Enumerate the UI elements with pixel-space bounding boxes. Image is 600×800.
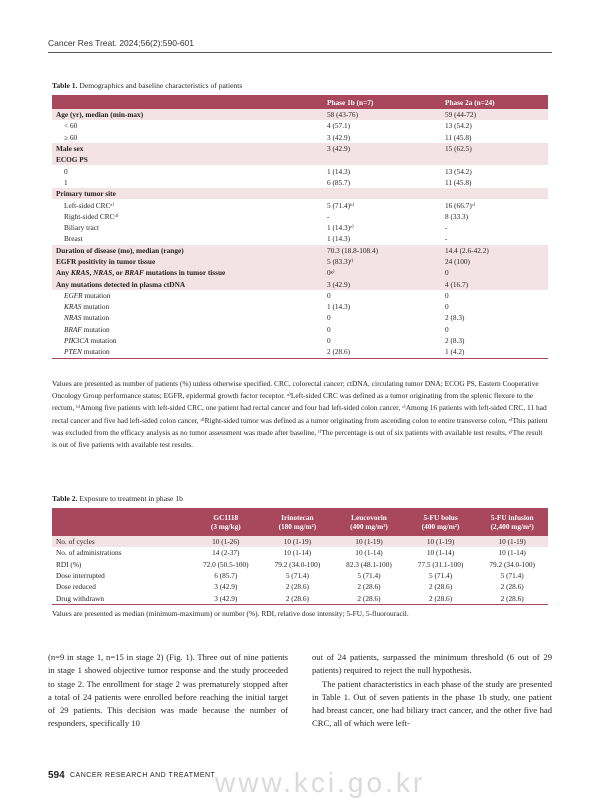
journal-name: CANCER RESEARCH AND TREATMENT	[70, 772, 216, 779]
cell: 5 (83.3)ᶠ⁾	[327, 257, 354, 266]
row-label: Breast	[64, 234, 83, 244]
row-label: Biliary tract	[64, 223, 100, 233]
label-part: mutation	[81, 347, 110, 357]
cell: 10 (1-19)	[355, 537, 383, 547]
table-row	[52, 120, 548, 131]
label-part: mutations in tumor tissue	[143, 268, 226, 278]
cell: 82.3 (48.1-100)	[346, 559, 392, 569]
row-label: 1	[64, 177, 68, 187]
cell: 6 (85.7)	[214, 571, 238, 581]
row-label: Dose reduced	[56, 582, 96, 592]
cell: 2 (28.6)	[357, 593, 381, 603]
cell: 1 (14.3)	[327, 166, 351, 176]
table-row	[52, 536, 548, 547]
body-column-left: (n=9 in stage 1, n=15 in stage 2) (Fig. 1). Three out of nine patients in stage 1 showed objective tumor response and the study proceeded to stage 2. The enrollment for stage 2 was prematurely stopped after a total of 24 patients were enrolled before reaching the initial target of 29 patients. This decision was made because the number of responders, specifically 10	[48, 652, 288, 729]
header-line: Irinotecan	[281, 513, 314, 522]
table-row	[52, 233, 548, 244]
header-line: 5-FU infusion	[490, 513, 534, 522]
cell: 10 (1-14)	[355, 548, 383, 558]
table1-caption	[52, 81, 242, 90]
table1	[52, 95, 548, 359]
cell: 10 (1-19)	[283, 537, 312, 547]
table-row	[52, 581, 548, 592]
cell: 10 (1-14)	[426, 548, 455, 558]
row-label	[52, 346, 323, 358]
table-row	[52, 188, 548, 199]
row-label: Male sex	[56, 144, 84, 154]
header-line: (180 mg/m²)	[278, 522, 317, 531]
table2	[52, 508, 548, 605]
row-label: Duration of disease (mo), median (range)	[56, 245, 184, 255]
running-header: Cancer Res Treat. 2024;56(2):590-601	[48, 38, 195, 48]
cell: 0	[327, 290, 331, 300]
cell: -	[327, 211, 330, 221]
cell: 16 (66.7)ᶜ⁾	[445, 200, 476, 210]
table-row	[52, 222, 548, 233]
table2-col-header	[190, 508, 262, 536]
cell: 14 (2-37)	[212, 548, 240, 558]
body-paragraph: out of 24 patients, surpassed the minimum threshold (6 out of 29 patients) required to reject the null hypothesis.	[312, 652, 552, 676]
cell: 2 (28.6)	[429, 593, 453, 603]
cell: 3 (42.9)	[327, 132, 351, 142]
table1-footnote: Values are presented as number of patients (%) unless otherwise specified. CRC, colorectal cancer; ctDNA, circulating tumor DNA; ECOG PS, Eastern Cooperative Oncology Group performance status; EGFR, epidermal growth factor receptor. ᵃ⁾Left-sided CRC was defined as a tumor originating from the splenic flexure to the rectum, ᵇ⁾Among five patients with left-sided CRC, one patient had rectal cancer and four had left-sided colon cancer, ᶜ⁾Among 16 patients with left-sided CRC, 11 had rectal cancer and five had left-sided colon cancer, ᵈ⁾Right-sided tumor was defined as a tumor originating from ascending colon to entire transverse colon, ᵉ⁾This patient was excluded from the efficacy analysis as no tumor assessment was made after baseline, ᶠ⁾The percentage is out of six patients with available test results, ᵍ⁾The result is out of five patients with available test results.	[52, 379, 548, 450]
header-line: (400 mg/m²)	[421, 522, 460, 531]
cell	[441, 154, 548, 165]
cell: 4 (16.7)	[445, 279, 469, 289]
cell: -	[445, 223, 448, 233]
cell: 10 (1-19)	[498, 537, 526, 547]
cell: 5 (71.4)	[285, 571, 309, 581]
header-rule	[48, 52, 552, 53]
cell: 2 (28.6)	[285, 582, 309, 592]
cell: 2 (8.3)	[445, 313, 465, 323]
cell: 13 (54.2)	[445, 121, 472, 131]
table-row	[52, 278, 548, 289]
cell: 3 (42.9)	[327, 144, 351, 154]
row-label	[52, 301, 323, 312]
label-part: mutation	[81, 324, 110, 334]
cell: 70.3 (18.8-108.4)	[327, 245, 379, 255]
table2-col-header	[476, 508, 548, 536]
table-row	[52, 154, 548, 165]
label-part: ,	[89, 268, 94, 278]
cell: 5 (71.4)	[500, 571, 524, 581]
cell: 58 (43-76)	[327, 110, 359, 120]
row-label: Dose interrupted	[56, 571, 105, 581]
cell	[441, 188, 548, 199]
table-row	[52, 177, 548, 188]
table-row	[52, 559, 548, 570]
cell: 2 (8.3)	[445, 336, 465, 346]
cell: 10 (1-19)	[426, 537, 455, 547]
table-row	[52, 301, 548, 312]
table1-caption-label: Table 1.	[52, 81, 78, 90]
table-row	[52, 199, 548, 210]
gene-name: KRAS	[70, 268, 90, 278]
header-line: GC1118	[213, 513, 239, 522]
row-label: Left-sided CRCᵃ⁾	[64, 200, 115, 210]
label-part: Any	[56, 268, 71, 278]
gene-name: KRAS	[64, 302, 82, 312]
table2-caption-text: Exposure to treatment in phase 1b	[77, 494, 183, 503]
cell: 3 (42.9)	[327, 279, 351, 289]
table2-col-header	[52, 508, 190, 536]
table-row	[52, 165, 548, 176]
row-label: 0	[64, 166, 68, 176]
cell: 3 (42.9)	[214, 593, 238, 603]
table-row	[52, 312, 548, 323]
table2-body	[52, 536, 548, 604]
row-label: Right-sided CRCᵈ⁾	[64, 211, 119, 221]
cell: 79.2 (34.0-100)	[274, 559, 321, 569]
gene-name: BRAF	[124, 268, 144, 278]
table2-header-row	[52, 508, 548, 536]
cell: 5 (71.4)	[357, 571, 381, 581]
cell: 24 (100)	[445, 257, 470, 266]
body-paragraph: The patient characteristics in each phase of the study are presented in Table 1. Out of seven patients in the phase 1b study, one patient had breast cancer, one had biliary tract cancer, and the other five had CRC, all of which were left-	[312, 678, 552, 729]
cell: 2 (28.6)	[429, 582, 453, 592]
row-label: Any mutations detected in plasma ctDNA	[56, 279, 186, 289]
cell	[323, 154, 441, 165]
cell: 77.5 (31.1-100)	[417, 559, 464, 569]
row-label: < 60	[64, 121, 78, 131]
table1-header-row	[52, 95, 548, 109]
label-part: , or	[112, 268, 125, 278]
gene-name: BRAF	[64, 324, 82, 334]
table2-caption	[52, 494, 183, 503]
cell: 79.2 (34.0-100)	[489, 559, 535, 569]
label-part: mutation	[88, 336, 117, 346]
header-line: (2,400 mg/m²)	[490, 522, 534, 531]
row-label: EGFR positivity in tumor tissue	[56, 257, 156, 266]
cell: 3 (42.9)	[214, 582, 238, 592]
table-row	[52, 547, 548, 558]
table1-col-header: Phase 1b (n=7)	[327, 97, 374, 107]
cell: 2 (28.6)	[500, 593, 524, 603]
cell: 4 (57.1)	[327, 121, 351, 131]
cell: 11 (45.8)	[445, 177, 472, 187]
header-line: (400 mg/m²)	[350, 522, 388, 531]
cell: 2 (28.6)	[327, 347, 351, 357]
label-part: mutation	[81, 313, 110, 323]
table-row	[52, 109, 548, 120]
cell: 10 (1-14)	[498, 548, 526, 558]
table2-footnote: Values are presented as median (minimum-maximum) or number (%). RDI, relative dose intensity; 5-FU, 5-fluorouracil.	[52, 609, 409, 618]
cell: 59 (44-72)	[445, 110, 477, 120]
cell: 2 (28.6)	[500, 582, 524, 592]
table1-caption-text: Demographics and baseline characteristics of patients	[77, 81, 243, 90]
row-label	[52, 324, 323, 335]
table-row	[52, 143, 548, 154]
cell: 0	[327, 313, 331, 323]
cell: 0	[327, 324, 331, 334]
row-label: No. of administrations	[56, 548, 122, 558]
table-row	[52, 132, 548, 143]
cell: 5 (71.4)	[429, 571, 453, 581]
cell: 0ᵍ⁾	[327, 268, 335, 278]
table2-col-header	[262, 508, 334, 536]
row-label	[52, 335, 323, 346]
row-label: Age (yr), median (min-max)	[56, 110, 144, 120]
gene-name: PTEN	[64, 347, 82, 357]
cell: 10 (1-14)	[283, 548, 312, 558]
cell: 0	[445, 324, 449, 334]
table1-col-header: Phase 2a (n=24)	[445, 97, 495, 107]
table2-col-header	[333, 508, 405, 536]
cell: 1 (14.3)	[327, 302, 351, 312]
header-line: 5-FU bolus	[423, 513, 458, 522]
table-row	[52, 290, 548, 301]
label-part: mutation	[82, 290, 111, 300]
cell: 1 (4.2)	[445, 347, 465, 357]
table2-caption-label: Table 2.	[52, 494, 78, 503]
row-label: RDI (%)	[56, 559, 82, 569]
gene-name: NRAS	[64, 313, 82, 323]
row-label	[52, 312, 323, 323]
gene-name: PIK3CA	[64, 336, 89, 346]
cell: -	[445, 234, 448, 244]
table-row	[52, 211, 548, 222]
cell: 11 (45.8)	[445, 132, 472, 142]
row-label: Primary tumor site	[56, 189, 116, 199]
table-row	[52, 267, 548, 278]
table-row	[52, 592, 548, 604]
table-row	[52, 324, 548, 335]
watermark: www.kci.go.kr	[215, 767, 426, 798]
cell	[323, 188, 441, 199]
row-label: No. of cycles	[56, 537, 95, 547]
table-row	[52, 570, 548, 581]
row-label: ≥ 60	[64, 132, 78, 142]
cell: 0	[445, 290, 449, 300]
header-line: (3 mg/kg)	[210, 522, 241, 531]
cell: 15 (62.5)	[445, 144, 472, 154]
page-number: 594	[48, 770, 65, 781]
cell: 0	[327, 336, 331, 346]
cell: 10 (1-26)	[212, 537, 240, 547]
cell: 2 (28.6)	[285, 593, 309, 603]
cell: 0	[445, 302, 449, 312]
gene-name: NRAS	[93, 268, 113, 278]
label-part: mutation	[81, 302, 110, 312]
cell: 8 (33.3)	[445, 211, 469, 221]
cell: 0	[445, 268, 449, 278]
cell: 14.4 (2.6-42.2)	[445, 245, 489, 255]
cell: 1 (14.3)ᵉ⁾	[327, 223, 354, 233]
gene-name: EGFR	[64, 290, 83, 300]
table1-col-header	[52, 95, 323, 109]
cell: 5 (71.4)ᵇ⁾	[327, 200, 355, 210]
row-label: Drug withdrawn	[56, 593, 105, 603]
row-label	[52, 267, 323, 278]
cell: 1 (14.3)	[327, 234, 351, 244]
table2-col-header	[405, 508, 477, 536]
body-column-right	[312, 651, 552, 731]
cell: 72.0 (50.5-100)	[202, 559, 249, 569]
header-line: Leucovorin	[351, 513, 387, 522]
table-row	[52, 256, 548, 267]
cell: 13 (54.2)	[445, 166, 472, 176]
table-row	[52, 335, 548, 346]
table-row	[52, 346, 548, 358]
row-label: ECOG PS	[56, 155, 88, 165]
table-row	[52, 245, 548, 256]
cell: 2 (28.6)	[357, 582, 381, 592]
row-label	[52, 290, 323, 301]
cell: 6 (85.7)	[327, 177, 351, 187]
